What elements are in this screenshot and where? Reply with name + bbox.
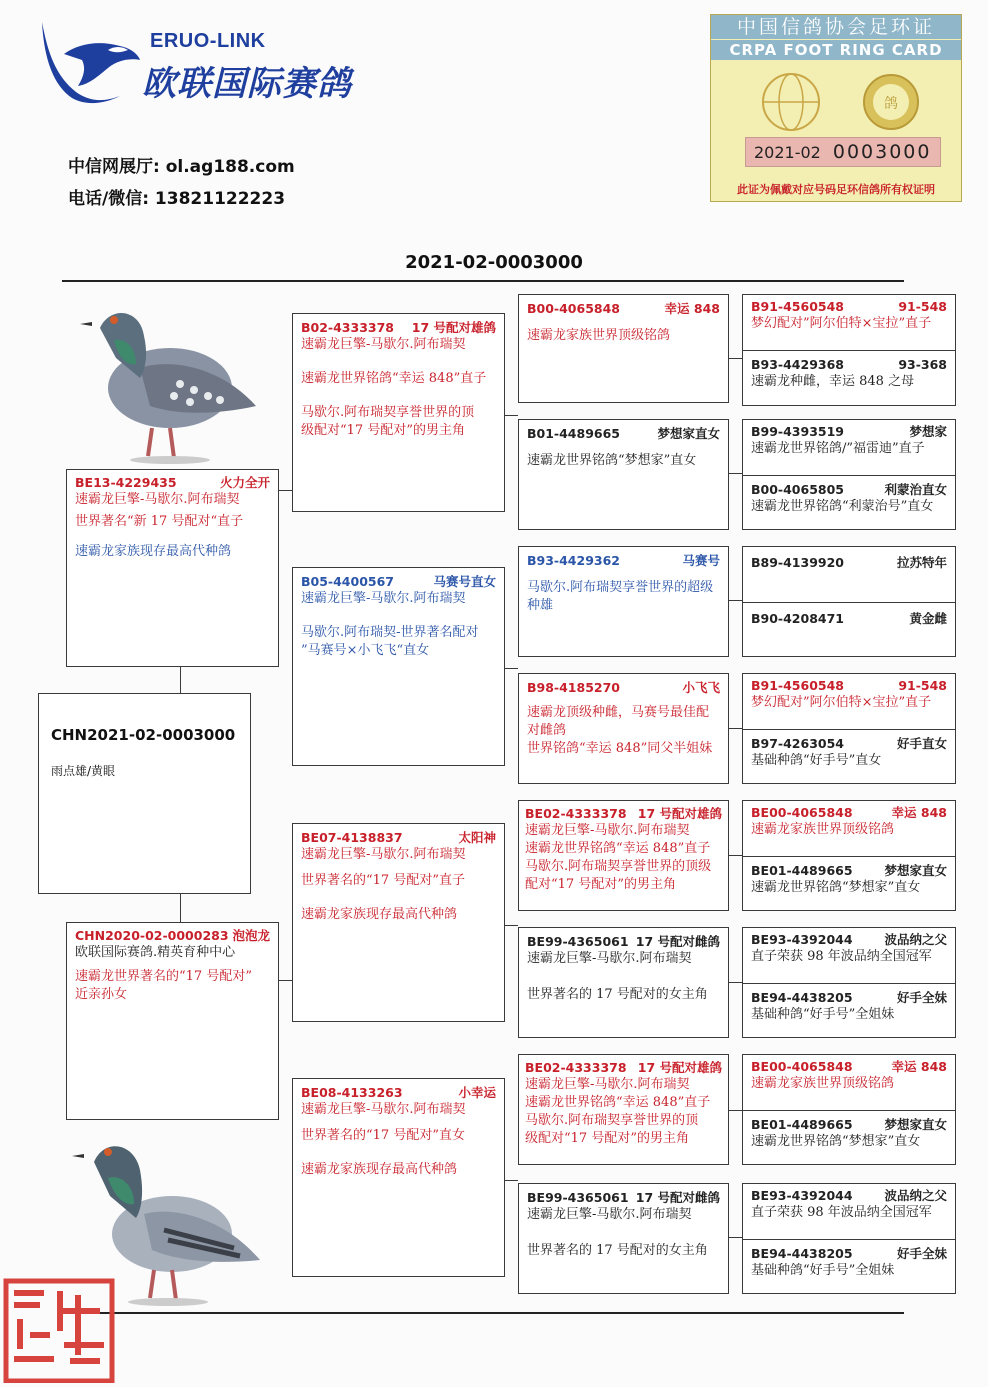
connector — [728, 600, 742, 601]
g3-id: BE99-4365061 — [527, 1190, 629, 1205]
phone-label: 电话/微信: 13821122223 — [68, 189, 286, 209]
g3-id: BE99-4365061 — [527, 934, 629, 949]
g3-card — [518, 1183, 729, 1294]
g4-name: 幸运 848 — [891, 1059, 947, 1074]
g4-id: B89-4139920 — [751, 555, 844, 570]
dam-line: 近亲孙女 — [75, 987, 128, 1002]
connector — [180, 666, 181, 694]
g4-id: B93-4429368 — [751, 357, 844, 372]
g2-name: 马赛号直女 — [433, 574, 496, 589]
g4-name: 91-548 — [898, 299, 947, 314]
ring-card-title-en: CRPA FOOT RING CARD — [711, 39, 961, 60]
g4-pair — [742, 419, 956, 530]
g4-name: 93-368 — [898, 357, 947, 372]
g2-id: BE08-4133263 — [301, 1085, 403, 1100]
connector — [728, 982, 742, 983]
g3-card — [518, 546, 729, 657]
subject-desc: 雨点雄/黄眼 — [51, 764, 116, 778]
g3-card — [518, 927, 729, 1038]
g4-line: 速霸龙世界铭鸽/”福雷迪”直子 — [751, 441, 925, 456]
g3-name: 马赛号 — [682, 553, 720, 568]
ring-number-panel — [745, 137, 941, 167]
g3-line: 速霸龙巨擎-马歇尔.阿布瑞契 — [527, 1207, 692, 1222]
g3-line: 速霸龙世界铭鸽“梦想家”直女 — [527, 453, 697, 468]
g4-name: 梦想家 — [909, 424, 947, 439]
g4-line: 基础种鸽“好手号”全姐妹 — [751, 1007, 895, 1022]
g2-name: 小幸运 — [458, 1085, 496, 1100]
g3-line: 速霸龙巨擎-马歇尔.阿布瑞契 — [527, 951, 692, 966]
g4-name: 利蒙治直女 — [884, 482, 947, 497]
g2-name: 17 号配对雄鸽 — [411, 320, 496, 335]
g3-card — [518, 419, 729, 530]
g3-line: 速霸龙巨擎-马歇尔.阿布瑞契 — [525, 823, 690, 838]
g4-name: 黄金雌 — [909, 611, 947, 626]
g4-id: BE01-4489665 — [751, 1117, 853, 1132]
g4-entry — [743, 607, 955, 657]
g3-id: BE02-4333378 — [525, 806, 627, 821]
g4-pair — [742, 927, 956, 1038]
g3-line: 速霸龙巨擎-马歇尔.阿布瑞契 — [525, 1077, 690, 1092]
connector — [728, 473, 742, 474]
page-title: 2021-02-0003000 — [405, 252, 583, 273]
g2-id: B05-4400567 — [301, 574, 394, 589]
g4-id: B97-4263054 — [751, 736, 844, 751]
ring-card — [710, 14, 962, 202]
g4-line: 速霸龙世界铭鸽“利蒙治号”直女 — [751, 499, 934, 514]
g3-name: 梦想家直女 — [657, 426, 720, 441]
ring-card-title-cn: 中国信鸽协会足环证 — [711, 15, 961, 39]
divider — [743, 729, 955, 730]
g3-id: B93-4429362 — [527, 553, 620, 568]
subject-card — [38, 693, 251, 894]
connector — [728, 728, 742, 729]
ring-card-note: 此证为佩戴对应号码足环信鸽所有权证明 — [737, 183, 935, 196]
connector — [180, 893, 181, 922]
svg-text:鸽: 鸽 — [884, 96, 898, 112]
g3-line: 马歇尔.阿布瑞契享誉世界的超级 — [527, 580, 714, 595]
g4-name: 拉苏特年 — [896, 555, 947, 570]
g2-card — [292, 1078, 505, 1277]
g4-id: BE94-4438205 — [751, 990, 853, 1005]
g4-name: 梦想家直女 — [884, 863, 947, 878]
g2-name: 太阳神 — [458, 830, 496, 845]
connector — [728, 855, 742, 856]
divider — [743, 602, 955, 603]
connector — [504, 415, 518, 416]
g2-line: 速霸龙巨擎-马歇尔.阿布瑞契 — [301, 591, 466, 606]
g3-card — [518, 294, 729, 403]
g3-id: BE02-4333378 — [525, 1060, 627, 1075]
g2-line: 速霸龙巨擎-马歇尔.阿布瑞契 — [301, 847, 466, 862]
ring-number: 0003000 — [832, 141, 932, 163]
g4-line: 速霸龙家族世界顶级铭鸽 — [751, 1076, 895, 1091]
dam-name: 泡泡龙 — [232, 928, 270, 943]
dam-card — [66, 922, 279, 1120]
g4-id: BE94-4438205 — [751, 1246, 853, 1261]
g4-id: BE01-4489665 — [751, 863, 853, 878]
g4-id: B90-4208471 — [751, 611, 844, 626]
g4-id: BE93-4392044 — [751, 932, 853, 947]
connector — [278, 980, 292, 981]
g2-line: 速霸龙巨擎-马歇尔.阿布瑞契 — [301, 1102, 466, 1117]
g4-pair — [742, 294, 956, 406]
g4-id: BE00-4065848 — [751, 805, 853, 820]
g2-line: 速霸龙家族现存最高代种鸽 — [301, 907, 458, 922]
connector — [728, 358, 742, 359]
g3-line: 世界著名的 17 号配对的女主角 — [527, 987, 708, 1002]
g3-id: B01-4489665 — [527, 426, 620, 441]
g3-name: 幸运 848 — [664, 301, 720, 316]
g3-id: B00-4065848 — [527, 301, 620, 316]
g4-entry — [743, 732, 955, 786]
connector — [504, 925, 518, 926]
g2-id: B02-4333378 — [301, 320, 394, 335]
g4-entry — [743, 1055, 955, 1111]
dam-line: 速霸龙世界著名的“17 号配对” — [75, 969, 252, 984]
g4-entry — [743, 801, 955, 857]
divider — [743, 1110, 955, 1111]
g2-line: 速霸龙家族现存最高代种鸽 — [301, 1162, 458, 1177]
g2-line: 级配对“17 号配对”的男主角 — [301, 423, 465, 438]
g3-name: 17 号配对雌鸽 — [635, 934, 720, 949]
g4-entry — [743, 928, 955, 984]
g4-entry — [743, 859, 955, 913]
sire-name: 火力全开 — [219, 475, 270, 490]
g4-line: 直子荣获 98 年波品纳全国冠军 — [751, 949, 932, 964]
connector — [278, 490, 292, 491]
g4-pair — [742, 1054, 956, 1165]
g4-entry — [743, 1242, 955, 1296]
g4-line: 基础种鸽“好手号”直女 — [751, 753, 882, 768]
g4-id: B99-4393519 — [751, 424, 844, 439]
g3-line: 速霸龙家族世界顶级铭鸽 — [527, 328, 671, 343]
g3-name: 17 号配对雌鸽 — [635, 1190, 720, 1205]
pigeon-photo-top — [70, 288, 266, 472]
sire-id: BE13-4229435 — [75, 475, 177, 490]
g4-entry — [743, 1113, 955, 1167]
g3-line: 种雄 — [527, 598, 554, 613]
connector — [728, 1237, 742, 1238]
g4-name: 好手全妹 — [896, 990, 947, 1005]
g4-id: BE00-4065848 — [751, 1059, 853, 1074]
g3-name: 17 号配对雄鸽 — [637, 806, 722, 821]
sire-line: 世界著名“新 17 号配对“直子 — [75, 514, 244, 529]
g3-name: 17 号配对雄鸽 — [637, 1060, 722, 1075]
globe-emblem-icon — [711, 64, 963, 134]
dam-line: 欧联国际赛鸽.精英育种中心 — [75, 945, 236, 960]
g4-name: 梦想家直女 — [884, 1117, 947, 1132]
g4-line: 速霸龙世界铭鸽“梦想家”直女 — [751, 1134, 921, 1149]
sire-line: 速霸龙巨擎-马歇尔.阿布瑞契 — [75, 492, 240, 507]
g2-line: 世界著名的“17 号配对”直女 — [301, 1128, 465, 1143]
g3-line: 世界著名的 17 号配对的女主角 — [527, 1243, 708, 1258]
g3-name: 小飞飞 — [682, 680, 720, 695]
g4-entry — [743, 295, 955, 351]
g4-entry — [743, 353, 955, 407]
connector — [504, 1180, 518, 1181]
bottom-rule — [62, 1312, 904, 1314]
g2-line: ”马赛号×小飞飞“直女 — [301, 643, 430, 658]
g3-card — [518, 673, 729, 784]
g4-entry — [743, 1184, 955, 1240]
g4-entry — [743, 478, 955, 532]
divider — [743, 350, 955, 351]
g2-id: BE07-4138837 — [301, 830, 403, 845]
g2-card — [292, 567, 505, 766]
website-label: 中信网展厅: ol.ag188.com — [68, 157, 295, 177]
g4-name: 波品纳之父 — [884, 932, 947, 947]
g3-line: 马歇尔.阿布瑞契享誉世界的顶 — [525, 1113, 699, 1128]
g2-card — [292, 823, 505, 1022]
g4-pair — [742, 800, 956, 911]
g2-line: 马歇尔.阿布瑞契-世界著名配对 — [301, 625, 479, 640]
g4-pair — [742, 673, 956, 784]
divider — [743, 983, 955, 984]
dam-id: CHN2020-02-0000283 — [75, 928, 229, 943]
g4-id: B91-4560548 — [751, 678, 844, 693]
g4-name: 91-548 — [898, 678, 947, 693]
g4-line: 梦幻配对”阿尔伯特×宝拉”直子 — [751, 316, 932, 331]
sire-line: 速霸龙家族现存最高代种鸽 — [75, 544, 232, 559]
bird-logo-icon — [34, 14, 144, 114]
g4-id: BE93-4392044 — [751, 1188, 853, 1203]
g2-line: 速霸龙世界铭鸽“幸运 848”直子 — [301, 371, 487, 386]
divider — [743, 1239, 955, 1240]
red-seal-stamp — [0, 1275, 118, 1383]
g3-line: 世界铭鸽“幸运 848”同父半姐妹 — [527, 741, 713, 756]
g4-pair — [742, 546, 956, 657]
g4-entry — [743, 986, 955, 1040]
ring-year: 2021-02 — [754, 142, 821, 162]
g2-line: 世界著名的“17 号配对”直子 — [301, 873, 465, 888]
g2-line: 马歇尔.阿布瑞契享誉世界的顶 — [301, 405, 475, 420]
divider — [743, 856, 955, 857]
g3-card — [518, 800, 729, 911]
g2-line: 速霸龙巨擎-马歇尔.阿布瑞契 — [301, 337, 466, 352]
brand-en: ERUO-LINK — [150, 30, 266, 52]
g4-name: 波品纳之父 — [884, 1188, 947, 1203]
g4-name: 好手全妹 — [896, 1246, 947, 1261]
brand-logo — [34, 14, 144, 114]
g3-line: 速霸龙顶级种雌，马赛号最佳配 — [527, 705, 710, 720]
g3-id: B98-4185270 — [527, 680, 620, 695]
connector — [504, 668, 518, 669]
g3-line: 速霸龙世界铭鸽“幸运 848”直子 — [525, 841, 711, 856]
g4-line: 基础种鸽“好手号”全姐妹 — [751, 1263, 895, 1278]
g3-line: 对雌鸽 — [527, 723, 567, 738]
g3-line: 速霸龙世界铭鸽“幸运 848”直子 — [525, 1095, 711, 1110]
brand-cn: 欧联国际赛鸽 — [142, 64, 352, 104]
g3-line: 马歇尔.阿布瑞契享誉世界的顶级 — [525, 859, 712, 874]
g4-id: B00-4065805 — [751, 482, 844, 497]
g4-entry — [743, 420, 955, 476]
connector — [728, 1110, 742, 1111]
g3-line: 配对“17 号配对”的男主角 — [525, 877, 676, 892]
g3-line: 级配对“17 号配对”的男主角 — [525, 1131, 689, 1146]
g4-line: 梦幻配对”阿尔伯特×宝拉”直子 — [751, 695, 932, 710]
subject-id: CHN2021-02-0003000 — [51, 726, 236, 744]
g3-card — [518, 1054, 729, 1165]
g4-id: B91-4560548 — [751, 299, 844, 314]
g4-line: 速霸龙种雌，幸运 848 之母 — [751, 374, 915, 389]
sire-card — [66, 469, 279, 667]
g4-entry — [743, 674, 955, 730]
title-rule — [62, 280, 904, 282]
g4-name: 幸运 848 — [891, 805, 947, 820]
divider — [743, 475, 955, 476]
g4-line: 直子荣获 98 年波品纳全国冠军 — [751, 1205, 932, 1220]
g4-name: 好手直女 — [896, 736, 947, 751]
g4-line: 速霸龙世界铭鸽“梦想家”直女 — [751, 880, 921, 895]
g4-entry — [743, 551, 955, 603]
g2-card — [292, 313, 505, 512]
g4-pair — [742, 1183, 956, 1294]
g4-line: 速霸龙家族世界顶级铭鸽 — [751, 822, 895, 837]
